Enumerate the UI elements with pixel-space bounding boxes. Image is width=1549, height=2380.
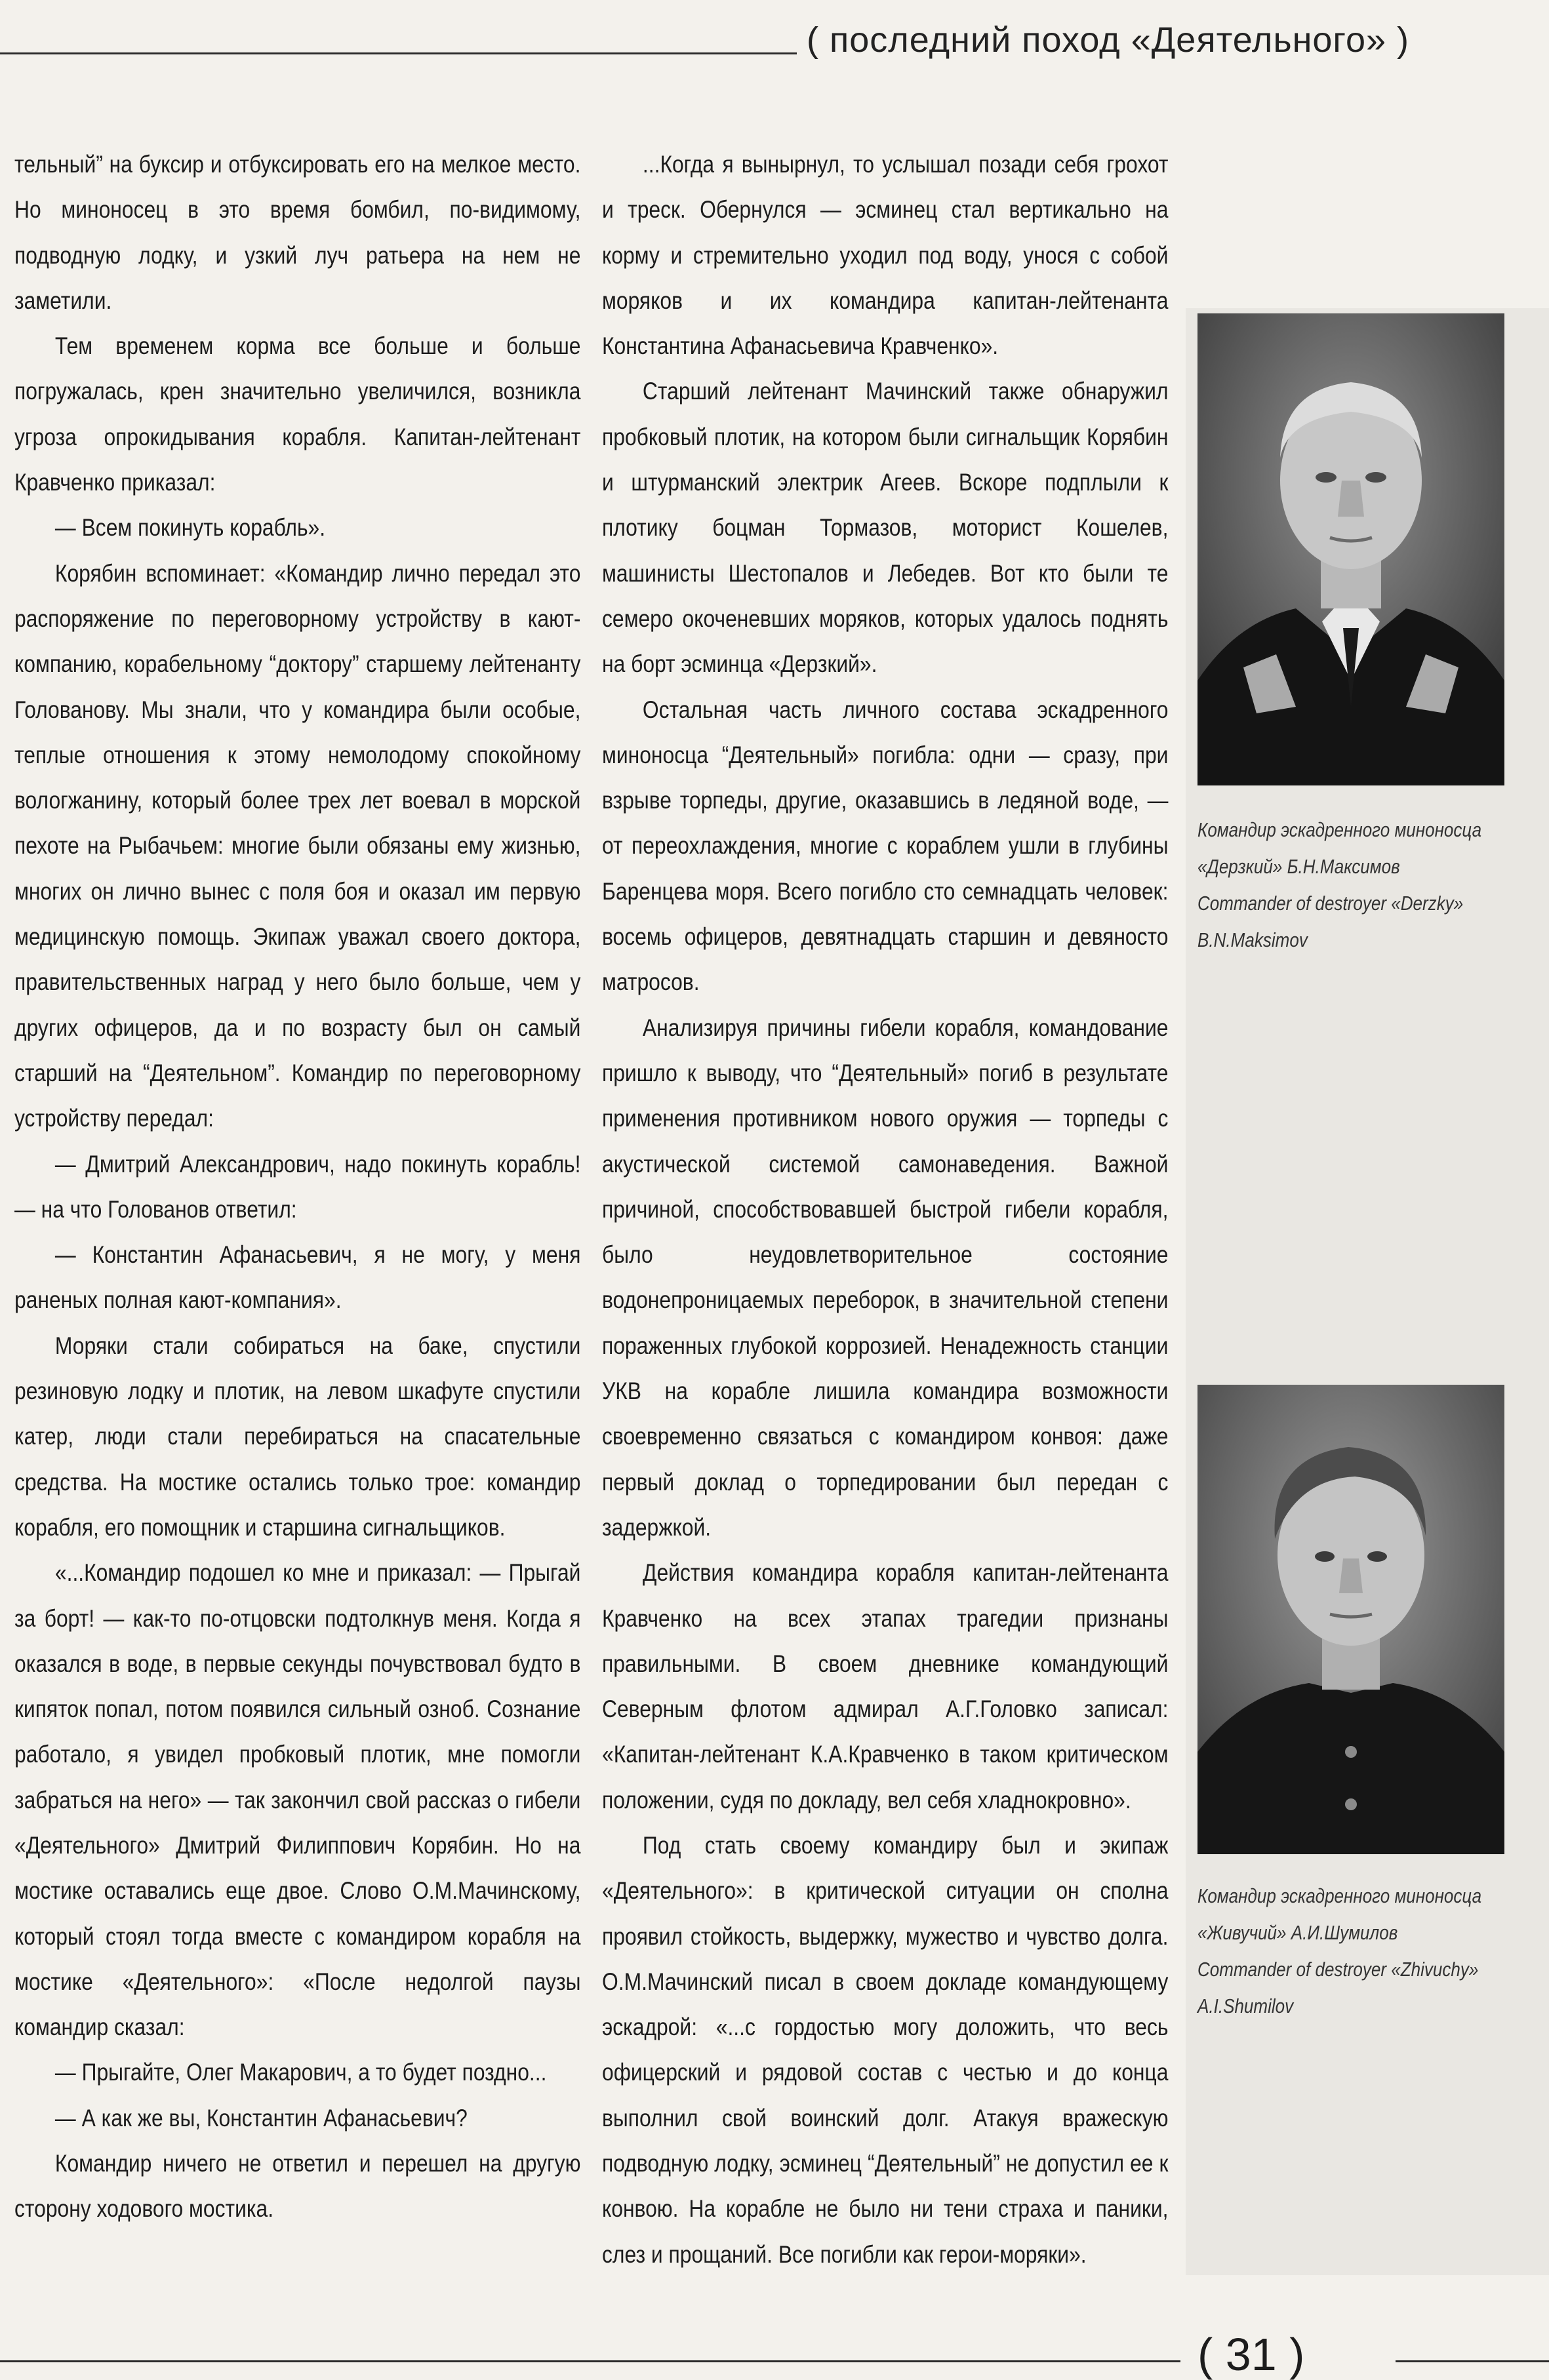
paragraph: Под стать своему командиру был и экипаж «Деятельного»: в критической ситуации он сполна проявил стойкость, выдержку, мужество и чувство долга. О.М.Мачинский писал в своем докладе командующему эскадрой: «...с гордостью могу доложить, что весь офицерский и рядовой состав с честью и до конца выполнил свой воинский долг. Атакуя вражескую подводную лодку, эсминец “Деятельный” не допустил ее к конвою. На корабле не было ни тени страха и паники, слез и прощаний. Все погибли как герои-моряки».: [602, 1831, 1169, 2268]
caption-en-line: A.I.Shumilov: [1197, 1994, 1294, 2017]
paragraph: Моряки стали собираться на баке, спустили резиновую лодку и плотик, на левом шкафуте спустили катер, люди стали перебираться на спасательные средства. На мостике остались только трое: командир корабля, его помощник и старшина сигнальщиков.: [14, 1332, 581, 1541]
paragraph: Остальная часть личного состава эскадренного миноносца “Деятельный» погибла: одни — сразу, при взрыве торпеды, другие, оказавшись в ледяной воде, — от переохлаждения, многие с кораблем ушли в глубины Баренцева моря. Всего погибло сто семнадцать человек: восемь офицеров, девятнадцать старшин и девяносто матросов.: [602, 696, 1169, 996]
header-rule: [0, 52, 797, 54]
footer-rule: [0, 2360, 1180, 2362]
paragraph: Анализируя причины гибели корабля, командование пришло к выводу, что “Деятельный» погиб в результате применения противником нового оружия — торпеды с акустической системой самонаведения. Важной причиной, способствовавшей быстрой гибели корабля, было неудовлетворительное состояние водонепроницаемых переборок, в значительной степени пораженных глубокой коррозией. Ненадежность станции УКВ на корабле лишила командира возможности своевременно связаться с командиром конвоя: даже первый доклад о торпедировании был передан с задержкой.: [602, 1014, 1169, 1541]
caption-ru-line: Командир эскадренного миноносца: [1197, 1884, 1482, 1907]
text-column-middle: [602, 142, 1168, 2277]
photo-caption: [1197, 812, 1484, 959]
paragraph: — Прыгайте, Олег Макарович, а то будет поздно...: [54, 2059, 547, 2086]
caption-en-line: Commander of destroyer «Zhivuchy»: [1197, 1958, 1479, 1981]
paragraph: тельный” на буксир и отбуксировать его на мелкое место. Но миноносец в это время бомбил, по-видимому, подводную лодку, и узкий луч ратьера на нем не заметили.: [14, 151, 581, 314]
paragraph: — Всем покинуть корабль».: [54, 514, 326, 542]
paragraph: Командир ничего не ответил и перешел на другую сторону ходового мостика.: [14, 2150, 581, 2223]
footer-rule-right: [1396, 2360, 1549, 2362]
caption-en-line: B.N.Maksimov: [1197, 928, 1308, 951]
paragraph: ...Когда я вынырнул, то услышал позади себя грохот и треск. Обернулся — эсминец стал вертикально на корму и стремительно уходил под воду, унося с собой моряков и их командира капитан-лейтенанта Константина Афанасьевича Кравченко».: [602, 151, 1169, 360]
page-number: ( 31 ): [1197, 2329, 1305, 2380]
caption-ru-line: «Живучий» А.И.Шумилов: [1197, 1921, 1398, 1944]
running-header-title: ( последний поход «Деятельного» ): [807, 20, 1409, 60]
paragraph: — А как же вы, Константин Афанасьевич?: [54, 2104, 468, 2132]
paragraph: Действия командира корабля капитан-лейтенанта Кравченко на всех этапах трагедии признаны правильными. В своем дневнике командующий Северным флотом адмирал А.Г.Головко записал: «Капитан-лейтенант К.А.Кравченко в таком критическом положении, судя по докладу, вел себя хладнокровно».: [602, 1559, 1169, 1814]
paragraph: Корябин вспоминает: «Командир лично передал это распоряжение по переговорному устройству в кают-компанию, корабельному “доктору” старшему лейтенанту Голованову. Мы знали, что у командира были особые, теплые отношения к этому немолодому спокойному вологжанину, который более трех лет воевал в морской пехоте на Рыбачьем: многие были обязаны ему жизнью, многих он лично вынес с поля боя и оказал им первую медицинскую помощь. Экипаж уважал своего доктора, правительственных наград у него было больше, чем у других офицеров, да и по возрасту был он самый старший на “Деятельном”. Командир по переговорному устройству передал:: [14, 559, 581, 1132]
paragraph: — Константин Афанасьевич, я не могу, у меня раненых полная кают-компания».: [14, 1241, 581, 1314]
portrait-photo-maksimov: [1197, 313, 1504, 785]
portrait-photo-shumilov: [1197, 1385, 1504, 1854]
paragraph: «...Командир подошел ко мне и приказал: — Прыгай за борт! — как-то по-отцовски подтолкнув меня. Когда я оказался в воде, в первые секунды почувствовал будто в кипяток попал, потом появился сильный озноб. Сознание работало, я увидел пробковый плотик, мне помогли забраться на него» — так закончил свой рассказ о гибели «Деятельного» Дмитрий Филиппович Корябин. Но на мостике оставались еще двое. Слово О.М.Мачинскому, который стоял тогда вместе с командиром корабля на мостике «Деятельного»: «После недолгой паузы командир сказал:: [14, 1559, 581, 2041]
paragraph: Тем временем корма все больше и больше погружалась, крен значительно увеличился, возникла угроза опрокидывания корабля. Капитан-лейтенант Кравченко приказал:: [14, 332, 581, 496]
caption-en-line: Commander of destroyer «Derzky»: [1197, 892, 1464, 915]
paragraph: — Дмитрий Александрович, надо покинуть корабль! — на что Голованов ответил:: [14, 1150, 581, 1223]
caption-ru-line: «Дерзкий» Б.Н.Максимов: [1197, 855, 1400, 878]
caption-ru-line: Командир эскадренного миноносца: [1197, 818, 1482, 841]
photo-caption: [1197, 1878, 1484, 2025]
paragraph: Старший лейтенант Мачинский также обнаружил пробковый плотик, на котором были сигнальщик Корябин и штурманский электрик Агеев. Вскоре подплыли к плотику боцман Тормазов, моторист Кошелев, машинисты Шестопалов и Лебедев. Вот кто были те семеро окоченевших моряков, которых удалось поднять на борт эсминца «Дерзкий».: [602, 378, 1169, 678]
text-column-left: [14, 142, 580, 2232]
